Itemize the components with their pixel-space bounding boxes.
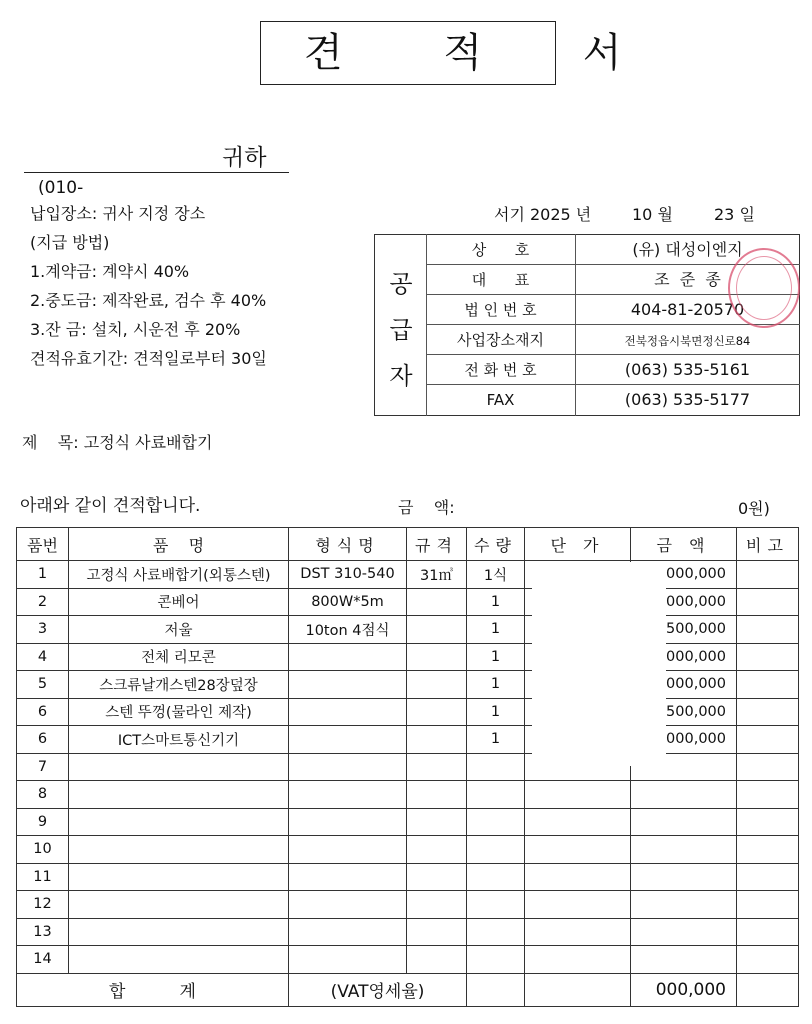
row-model: [289, 808, 407, 836]
row-qty: 1: [467, 698, 525, 726]
supplier-label-name: 상 호: [471, 241, 530, 259]
row-unit-price: [525, 863, 631, 891]
row-spec: 31㎥: [407, 561, 467, 589]
supplier-value-address: 전북정읍시북면정신로84: [624, 334, 751, 348]
header-item-no: 품번: [17, 528, 69, 561]
row-qty: 1: [467, 643, 525, 671]
row-model: [289, 753, 407, 781]
row-unit-price: [525, 808, 631, 836]
header-spec: 규격: [407, 528, 467, 561]
row-remarks: [737, 643, 799, 671]
header-unit-price: 단 가: [525, 528, 631, 561]
row-item-no: 12: [17, 891, 69, 919]
row-model: [289, 863, 407, 891]
row-remarks: [737, 588, 799, 616]
row-model: [289, 698, 407, 726]
row-remarks: [737, 698, 799, 726]
table-row: [17, 946, 799, 974]
row-item-name: [69, 918, 289, 946]
row-item-name: [69, 781, 289, 809]
row-amount: [631, 808, 737, 836]
supplier-row-line: [426, 384, 800, 385]
table-row: [17, 836, 799, 864]
row-qty: [467, 836, 525, 864]
table-row: [17, 698, 799, 726]
row-qty: [467, 808, 525, 836]
table-row: [17, 891, 799, 919]
row-model: 800W*5m: [289, 588, 407, 616]
supplier-value-regno: 404-81-20570: [630, 300, 745, 319]
header-item-name: 품 명: [69, 528, 289, 561]
row-qty: [467, 781, 525, 809]
row-spec: [407, 918, 467, 946]
row-item-no: 13: [17, 918, 69, 946]
row-spec: [407, 726, 467, 754]
row-item-no: 4: [17, 643, 69, 671]
row-spec: [407, 863, 467, 891]
row-qty: [467, 946, 525, 974]
row-item-name: 저울: [69, 616, 289, 644]
supplier-side-label: 자: [389, 362, 413, 390]
supplier-value-ceo: 조 준 종: [654, 270, 721, 289]
row-unit-price: [525, 918, 631, 946]
company-seal-ring: [736, 256, 792, 320]
row-remarks: [737, 781, 799, 809]
validity-period: 견적유효기간: 견적일로부터 30일: [30, 349, 267, 368]
row-model: [289, 891, 407, 919]
row-item-no: 2: [17, 588, 69, 616]
row-spec: [407, 753, 467, 781]
row-qty: 1: [467, 726, 525, 754]
supplier-label-phone: 전 화 번 호: [464, 361, 537, 379]
recipient-phone: (010-: [38, 178, 84, 198]
row-unit-price: [525, 781, 631, 809]
supplier-divider: [426, 234, 427, 416]
row-amount: 000,000: [631, 726, 737, 754]
row-remarks: [737, 863, 799, 891]
row-item-no: 1: [17, 561, 69, 589]
row-amount: [631, 918, 737, 946]
row-item-no: 8: [17, 781, 69, 809]
row-item-no: 6: [17, 698, 69, 726]
supplier-value-name: (유) 대성이엔지: [632, 240, 743, 259]
row-item-name: [69, 863, 289, 891]
row-unit-price: [525, 891, 631, 919]
row-item-name: [69, 891, 289, 919]
row-remarks: [737, 753, 799, 781]
supplier-side-label: 공: [389, 270, 413, 298]
row-model: DST 310-540: [289, 561, 407, 589]
row-spec: [407, 946, 467, 974]
row-remarks: [737, 726, 799, 754]
supplier-label-regno: 법 인 번 호: [464, 301, 537, 319]
row-spec: [407, 671, 467, 699]
supplier-row-line: [426, 354, 800, 355]
page-title: 견 적 서: [304, 30, 666, 76]
header-qty: 수량: [467, 528, 525, 561]
date-year: 서기 2025 년: [494, 205, 592, 224]
supplier-side-label: 급: [389, 316, 413, 344]
row-spec: [407, 698, 467, 726]
row-item-no: 6: [17, 726, 69, 754]
row-qty: 1: [467, 616, 525, 644]
row-model: [289, 671, 407, 699]
row-item-name: 전체 리모콘: [69, 643, 289, 671]
redacted-total-amount: [456, 493, 736, 523]
row-spec: [407, 616, 467, 644]
row-item-no: 10: [17, 836, 69, 864]
table-row: [17, 643, 799, 671]
table-total-row: [17, 973, 799, 1006]
recipient-suffix: 귀하: [222, 145, 267, 171]
subject: 제 목: 고정식 사료배합기: [22, 433, 213, 452]
table-row: [17, 808, 799, 836]
row-amount: [631, 891, 737, 919]
row-item-no: 11: [17, 863, 69, 891]
row-qty: [467, 753, 525, 781]
row-item-name: [69, 753, 289, 781]
table-row: [17, 918, 799, 946]
amount-tail: 0원): [738, 499, 770, 518]
row-remarks: [737, 808, 799, 836]
row-amount: 500,000: [631, 698, 737, 726]
payment-term-3: 3.잔 금: 설치, 시운전 후 20%: [30, 320, 241, 339]
row-model: [289, 836, 407, 864]
table-row: [17, 616, 799, 644]
row-model: 10ton 4점식: [289, 616, 407, 644]
total-unit-price: [525, 973, 631, 1006]
estimate-table: [16, 527, 799, 1007]
row-model: [289, 918, 407, 946]
recipient-underline: [24, 172, 289, 173]
total-remarks: [737, 973, 799, 1006]
row-amount: [631, 836, 737, 864]
row-item-name: 스크류날개스텐28장덮장: [69, 671, 289, 699]
row-remarks: [737, 891, 799, 919]
row-item-name: [69, 836, 289, 864]
row-qty: 1식: [467, 561, 525, 589]
row-remarks: [737, 836, 799, 864]
row-spec: [407, 808, 467, 836]
row-remarks: [737, 918, 799, 946]
row-item-name: [69, 946, 289, 974]
table-row: [17, 863, 799, 891]
supplier-label-fax: FAX: [486, 391, 515, 409]
payment-term-2: 2.중도금: 제작완료, 검수 후 40%: [30, 291, 267, 310]
header-model: 형식명: [289, 528, 407, 561]
row-qty: [467, 863, 525, 891]
table-header-row: [17, 528, 799, 561]
row-remarks: [737, 561, 799, 589]
supplier-row-line: [426, 324, 800, 325]
table-row: [17, 588, 799, 616]
row-amount: 000,000: [631, 588, 737, 616]
row-amount: [631, 946, 737, 974]
row-amount: [631, 863, 737, 891]
redacted-unit-prices: [532, 562, 666, 766]
row-remarks: [737, 946, 799, 974]
supplier-label-ceo: 대 표: [471, 271, 530, 289]
table-row: [17, 753, 799, 781]
row-qty: [467, 918, 525, 946]
supplier-value-phone: (063) 535-5161: [624, 360, 751, 379]
row-item-name: 콘베어: [69, 588, 289, 616]
row-qty: 1: [467, 588, 525, 616]
row-model: [289, 643, 407, 671]
header-amount: 금 액: [631, 528, 737, 561]
intro-text: 아래와 같이 견적합니다.: [20, 496, 201, 516]
header-remarks: 비고: [737, 528, 799, 561]
table-row: [17, 561, 799, 589]
row-item-name: 고정식 사료배합기(외통스텐): [69, 561, 289, 589]
row-spec: [407, 891, 467, 919]
total-label: 합 계: [17, 973, 289, 1006]
row-unit-price: [525, 836, 631, 864]
date-day: 23 일: [714, 205, 755, 224]
table-row: [17, 726, 799, 754]
row-remarks: [737, 616, 799, 644]
row-spec: [407, 781, 467, 809]
row-item-no: 14: [17, 946, 69, 974]
vat-label: (VAT영세율): [289, 973, 467, 1006]
row-amount: 000,000: [631, 561, 737, 589]
delivery-place: 납입장소: 귀사 지정 장소: [30, 204, 206, 223]
row-qty: [467, 891, 525, 919]
payment-header: (지급 방법): [30, 233, 110, 252]
row-item-no: 9: [17, 808, 69, 836]
row-item-name: ICT스마트통신기기: [69, 726, 289, 754]
row-item-no: 7: [17, 753, 69, 781]
supplier-divider: [575, 234, 576, 416]
row-item-no: 5: [17, 671, 69, 699]
total-qty: [467, 973, 525, 1006]
amount-label: 금 액:: [398, 498, 455, 517]
supplier-label-address: 사업장소재지: [457, 331, 544, 349]
table-row: [17, 781, 799, 809]
row-spec: [407, 588, 467, 616]
row-item-name: 스텐 뚜껑(물라인 제작): [69, 698, 289, 726]
row-item-no: 3: [17, 616, 69, 644]
table-row: [17, 671, 799, 699]
row-qty: 1: [467, 671, 525, 699]
row-amount: 000,000: [631, 671, 737, 699]
row-model: [289, 726, 407, 754]
row-amount: 500,000: [631, 616, 737, 644]
row-item-name: [69, 808, 289, 836]
payment-term-1: 1.계약금: 계약시 40%: [30, 262, 190, 281]
supplier-value-fax: (063) 535-5177: [624, 390, 751, 409]
date-month: 10 월: [632, 205, 673, 224]
row-model: [289, 781, 407, 809]
row-spec: [407, 643, 467, 671]
row-model: [289, 946, 407, 974]
total-amount: 000,000: [631, 973, 737, 1006]
row-unit-price: [525, 946, 631, 974]
row-amount: [631, 781, 737, 809]
row-remarks: [737, 671, 799, 699]
row-spec: [407, 836, 467, 864]
row-amount: 000,000: [631, 643, 737, 671]
